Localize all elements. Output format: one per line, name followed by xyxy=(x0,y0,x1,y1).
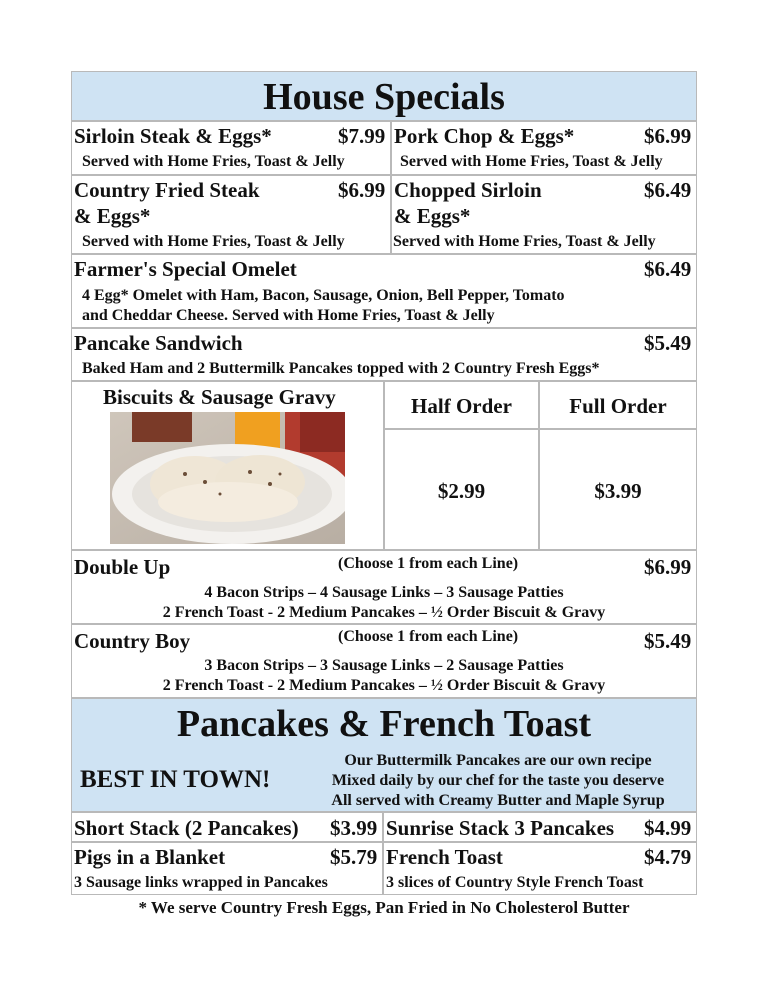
item-note: (Choose 1 from each Line) xyxy=(338,555,519,572)
item-desc: 2 French Toast - 2 Medium Pancakes – ½ Order Biscuit & Gravy xyxy=(162,604,606,621)
item-desc: Served with Home Fries, Toast & Jelly xyxy=(82,233,345,250)
full-order-label: Full Order xyxy=(569,394,667,418)
item-name: Sirloin Steak & Eggs* xyxy=(74,124,272,148)
item-name: Farmer's Special Omelet xyxy=(74,257,297,281)
pancakes-blurb: Mixed daily by our chef for the taste you deserve xyxy=(331,772,665,789)
item-desc: Served with Home Fries, Toast & Jelly xyxy=(400,153,663,170)
item-name: Country Fried Steak xyxy=(74,178,260,202)
half-order-label: Half Order xyxy=(411,394,512,418)
item-price: $4.79 xyxy=(644,845,692,869)
item-desc: 2 French Toast - 2 Medium Pancakes – ½ Order Biscuit & Gravy xyxy=(162,677,606,694)
item-desc: Served with Home Fries, Toast & Jelly xyxy=(82,153,345,170)
item-name: & Eggs* xyxy=(74,204,151,228)
item-price: $6.49 xyxy=(644,178,692,202)
item-note: (Choose 1 from each Line) xyxy=(338,628,519,645)
item-name: Country Boy xyxy=(74,629,191,653)
item-price: $7.99 xyxy=(338,124,386,148)
item-price: $6.99 xyxy=(644,124,692,148)
item-desc: 3 slices of Country Style French Toast xyxy=(386,874,644,891)
item-price: $4.99 xyxy=(644,816,692,840)
item-name: French Toast xyxy=(386,845,503,869)
item-price: $5.79 xyxy=(330,845,378,869)
item-desc: and Cheddar Cheese. Served with Home Fries, Toast & Jelly xyxy=(82,307,495,324)
half-order-price: $2.99 xyxy=(437,479,486,503)
best-in-town: BEST IN TOWN! xyxy=(80,766,271,793)
item-name: Double Up xyxy=(74,555,171,579)
item-price: $6.49 xyxy=(644,257,692,281)
item-name: Chopped Sirloin xyxy=(394,178,542,202)
full-order-price: $3.99 xyxy=(594,479,642,503)
item-desc: 4 Bacon Strips – 4 Sausage Links – 3 Sausage Patties xyxy=(204,584,564,601)
item-price: $5.49 xyxy=(644,331,692,355)
item-desc: 3 Sausage links wrapped in Pancakes xyxy=(74,874,328,891)
item-desc: 3 Bacon Strips – 3 Sausage Links – 2 Sausage Patties xyxy=(204,657,564,674)
item-name: Short Stack (2 Pancakes) xyxy=(74,816,299,840)
item-price: $3.99 xyxy=(330,816,378,840)
pancakes-title: Pancakes & French Toast xyxy=(176,703,592,745)
item-desc: Served with Home Fries, Toast & Jelly xyxy=(393,233,656,250)
item-name: Pork Chop & Eggs* xyxy=(394,124,575,148)
item-desc: 4 Egg* Omelet with Ham, Bacon, Sausage, Onion, Bell Pepper, Tomato xyxy=(82,287,565,304)
item-name: & Eggs* xyxy=(394,204,471,228)
item-desc: Baked Ham and 2 Buttermilk Pancakes topped with 2 Country Fresh Eggs* xyxy=(82,360,600,377)
item-name: Sunrise Stack 3 Pancakes xyxy=(386,816,615,840)
footer-note: * We serve Country Fresh Eggs, Pan Fried in No Cholesterol Butter xyxy=(138,898,630,917)
item-name: Pancake Sandwich xyxy=(74,331,243,355)
item-price: $5.49 xyxy=(644,629,692,653)
pancakes-blurb: Our Buttermilk Pancakes are our own recipe xyxy=(344,752,652,769)
item-name: Pigs in a Blanket xyxy=(74,845,226,869)
item-name: Biscuits & Sausage Gravy xyxy=(103,385,336,409)
house-specials-title: House Specials xyxy=(263,76,505,118)
biscuits-gravy-photo xyxy=(110,412,345,544)
item-price: $6.99 xyxy=(338,178,386,202)
item-price: $6.99 xyxy=(644,555,692,579)
pancakes-blurb: All served with Creamy Butter and Maple Syrup xyxy=(331,792,665,809)
